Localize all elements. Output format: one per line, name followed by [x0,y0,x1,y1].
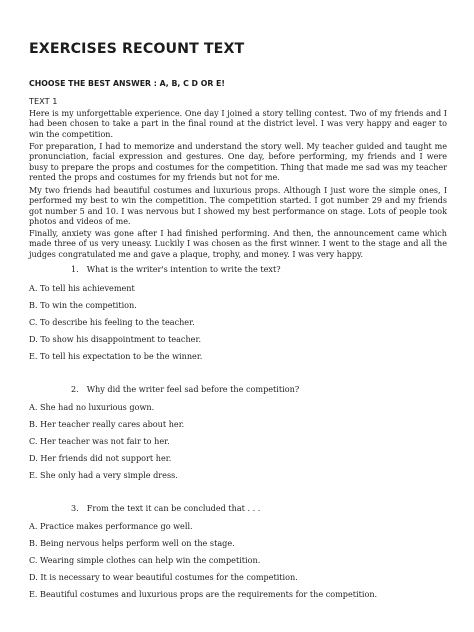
answer-option[interactable]: D. It is necessary to wear beautiful costumes for the competition. [29,572,298,582]
answer-option[interactable]: E. She only had a very simple dress. [29,470,178,480]
question-text: What is the writer's intention to write the text? [86,264,281,274]
instruction: CHOOSE THE BEST ANSWER : A, B, C D OR E! [29,79,225,88]
answer-option[interactable]: A. She had no luxurious gown. [29,402,155,412]
answer-option[interactable]: A. Practice makes performance go well. [29,521,193,531]
answer-option[interactable]: E. Beautiful costumes and luxurious props are the requirements for the competition. [29,589,378,599]
question-number: 2. [71,384,79,394]
answer-option[interactable]: E. To tell his expectation to be the winner. [29,351,203,361]
answer-option[interactable]: C. Wearing simple clothes can help win the competition. [29,555,261,565]
answer-option[interactable]: A. To tell his achievement [29,283,135,293]
text-label: TEXT 1 [29,96,58,106]
paragraph: Here is my unforgettable experience. One day I joined a story telling contest. Two of my friends and I had been chosen to take a part in the final round at the district level. I was very happy and eager to win the competition. [29,109,447,139]
answer-option[interactable]: B. To win the competition. [29,300,137,310]
question-3 [71,503,260,513]
question-text: From the text it can be concluded that . . . [86,503,261,513]
document-title: EXERCISES RECOUNT TEXT [29,41,245,57]
question-number: 1. [71,264,79,274]
answer-option[interactable]: C. Her teacher was not fair to her. [29,436,170,446]
question-2 [71,384,299,394]
paragraph: My two friends had beautiful costumes and luxurious props. Although I just wore the simple ones, I performed my best to win the competition. The competition started. I got number 29 and my friends got number 5 and 10. I was nervous but I showed my best performance on stage. Lots of people took photos and videos of me. [29,186,447,227]
paragraph: For preparation, I had to memorize and understand the story well. My teacher guided and taught me pronunciation, facial expression and gestures. One day, before performing, my friends and I were busy to prepare the props and costumes for the competition. Thing that made me sad was my teacher rented the props and costumes for my friends but not for me. [29,142,447,183]
answer-option[interactable]: C. To describe his feeling to the teacher. [29,317,195,327]
answer-option[interactable]: B. Being nervous helps perform well on the stage. [29,538,235,548]
question-text: Why did the writer feel sad before the competition? [86,384,300,394]
answer-option[interactable]: D. Her friends did not support her. [29,453,172,463]
answer-option[interactable]: B. Her teacher really cares about her. [29,419,185,429]
answer-option[interactable]: D. To show his disappointment to teacher. [29,334,202,344]
question-1 [71,264,281,274]
question-number: 3. [71,503,79,513]
paragraph: Finally, anxiety was gone after I had finished performing. And then, the announcement came which made three of us very uneasy. Luckily I was chosen as the first winner. I went to the stage and all the judges congratulated me and gave a plaque, trophy, and money. I was very happy. [29,229,447,259]
